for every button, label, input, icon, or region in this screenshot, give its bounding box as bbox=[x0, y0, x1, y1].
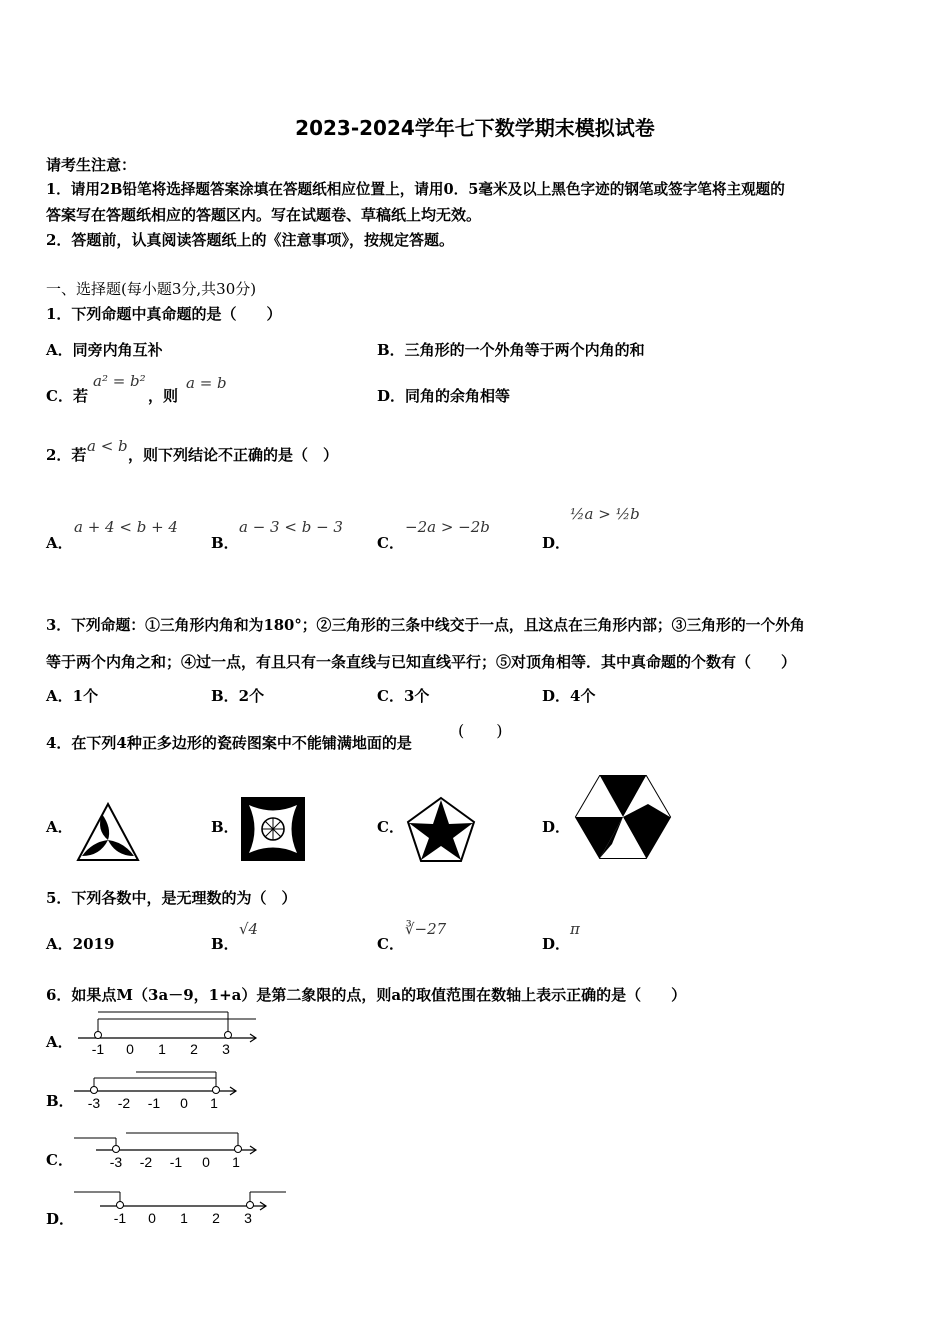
tick-label: 0 bbox=[180, 1095, 188, 1111]
number-line-a[interactable] bbox=[70, 1010, 265, 1056]
section-heading: 一、选择题(每小题3分,共30分) bbox=[46, 280, 257, 298]
q3-option-d[interactable]: D．4个 bbox=[542, 687, 596, 705]
q2-stem-suffix: ，则下列结论不正确的是（ ） bbox=[128, 446, 339, 464]
q2-stem-expr: a < b bbox=[87, 437, 128, 455]
q1-option-b[interactable]: B．三角形的一个外角等于两个内角的和 bbox=[377, 341, 645, 359]
q5-option-b-label[interactable]: B． bbox=[211, 935, 239, 953]
tick-label: 3 bbox=[244, 1210, 252, 1226]
tick-label: 3 bbox=[222, 1041, 230, 1056]
tick-label: 1 bbox=[210, 1095, 218, 1111]
q5-option-c-expr: ∛−27 bbox=[405, 920, 447, 938]
q2-option-a-expr: a + 4 < b + 4 bbox=[74, 518, 178, 536]
q5-option-c-label[interactable]: C． bbox=[377, 935, 404, 953]
tick-label: -2 bbox=[117, 1095, 131, 1111]
tile-pentagon-figure[interactable] bbox=[406, 796, 476, 864]
notice-line-1: 1．请用2B铅笔将选择题答案涂填在答题纸相应位置上，请用0．5毫米及以上黑色字迹的钢笔或签字笔将主观题的 bbox=[46, 181, 785, 198]
q5-option-a[interactable]: A．2019 bbox=[46, 935, 115, 953]
page-title: 2023-2024学年七下数学期末模拟试卷 bbox=[295, 116, 655, 140]
q1-stem: 1．下列命题中真命题的是（ ） bbox=[46, 305, 282, 323]
q2-option-c-label[interactable]: C． bbox=[377, 534, 404, 552]
number-line-b[interactable] bbox=[70, 1068, 245, 1114]
q1-option-c-mid: ，则 bbox=[148, 387, 179, 405]
q5-option-b-expr: √4 bbox=[239, 920, 259, 938]
q2-option-b-label[interactable]: B． bbox=[211, 534, 239, 552]
q4-option-d-label[interactable]: D． bbox=[542, 818, 571, 836]
tick-label: -1 bbox=[147, 1095, 161, 1111]
q6-option-d-label[interactable]: D． bbox=[46, 1210, 75, 1228]
q3-option-b[interactable]: B．2个 bbox=[211, 687, 265, 705]
q5-option-d-label[interactable]: D． bbox=[542, 935, 571, 953]
tick-label: 2 bbox=[190, 1041, 198, 1056]
q5-stem: 5．下列各数中，是无理数的为（ ） bbox=[46, 889, 297, 907]
tick-label: -1 bbox=[91, 1041, 105, 1056]
q6-option-a-label[interactable]: A． bbox=[46, 1033, 73, 1051]
q1-option-c-expr1: a² = b² bbox=[93, 372, 146, 390]
tick-label: -1 bbox=[113, 1210, 127, 1226]
tick-label: 1 bbox=[180, 1210, 188, 1226]
q4-option-b-label[interactable]: B． bbox=[211, 818, 239, 836]
notice-line-2: 2．答题前，认真阅读答题纸上的《注意事项》，按规定答题。 bbox=[46, 231, 454, 249]
notice-line-1b: 答案写在答题纸相应的答题区内。写在试题卷、草稿纸上均无效。 bbox=[46, 206, 482, 224]
tick-label: -2 bbox=[139, 1154, 153, 1170]
q2-option-d-label[interactable]: D． bbox=[542, 534, 571, 552]
tile-square-figure[interactable] bbox=[240, 796, 306, 862]
q1-option-d[interactable]: D．同角的余角相等 bbox=[377, 387, 511, 405]
q6-stem: 6．如果点M（3a－9，1+a）是第二象限的点，则a的取值范围在数轴上表示正确的是（ ） bbox=[46, 986, 687, 1004]
tick-label: 0 bbox=[148, 1210, 156, 1226]
q4-paren: ( ) bbox=[458, 721, 503, 740]
q4-option-c-label[interactable]: C． bbox=[377, 818, 404, 836]
q4-option-a-label[interactable]: A． bbox=[46, 818, 73, 836]
tick-label: 0 bbox=[126, 1041, 134, 1056]
q2-option-a-label[interactable]: A． bbox=[46, 534, 73, 552]
q3-option-a[interactable]: A．1个 bbox=[46, 687, 99, 705]
q6-option-b-label[interactable]: B． bbox=[46, 1092, 74, 1110]
q3-option-c[interactable]: C．3个 bbox=[377, 687, 430, 705]
tile-hexagon-figure[interactable] bbox=[574, 774, 672, 860]
q1-option-c-expr2: a = b bbox=[186, 374, 227, 392]
q2-stem-prefix: 2．若 bbox=[46, 446, 87, 464]
number-line-c[interactable] bbox=[70, 1128, 260, 1174]
q2-option-b-expr: a − 3 < b − 3 bbox=[239, 518, 343, 536]
tick-label: 1 bbox=[232, 1154, 240, 1170]
tile-triangle-figure[interactable] bbox=[76, 802, 140, 862]
q3-stem-line-2: 等于两个内角之和；④过一点，有且只有一条直线与已知直线平行；⑤对顶角相等．其中真命题的个数有（ ） bbox=[46, 653, 797, 671]
tick-label: -3 bbox=[87, 1095, 101, 1111]
tick-label: -1 bbox=[169, 1154, 183, 1170]
tick-label: 0 bbox=[202, 1154, 210, 1170]
number-line-d[interactable] bbox=[70, 1186, 290, 1232]
q1-option-a[interactable]: A．同旁内角互补 bbox=[46, 341, 163, 359]
notice-heading: 请考生注意： bbox=[46, 156, 137, 174]
q3-stem-line-1: 3．下列命题：①三角形内角和为180°；②三角形的三条中线交于一点，且这点在三角形内部；③三角形的一个外角 bbox=[46, 617, 805, 634]
q5-option-d-expr: π bbox=[570, 920, 580, 938]
tick-label: 2 bbox=[212, 1210, 220, 1226]
q1-option-c-prefix[interactable]: C．若 bbox=[46, 387, 88, 405]
tick-label: -3 bbox=[109, 1154, 123, 1170]
q2-option-d-expr: ½a > ½b bbox=[570, 505, 640, 523]
q4-stem: 4．在下列4种正多边形的瓷砖图案中不能铺满地面的是 bbox=[46, 734, 412, 752]
q6-option-c-label[interactable]: C． bbox=[46, 1151, 73, 1169]
tick-label: 1 bbox=[158, 1041, 166, 1056]
q2-option-c-expr: −2a > −2b bbox=[405, 518, 490, 536]
